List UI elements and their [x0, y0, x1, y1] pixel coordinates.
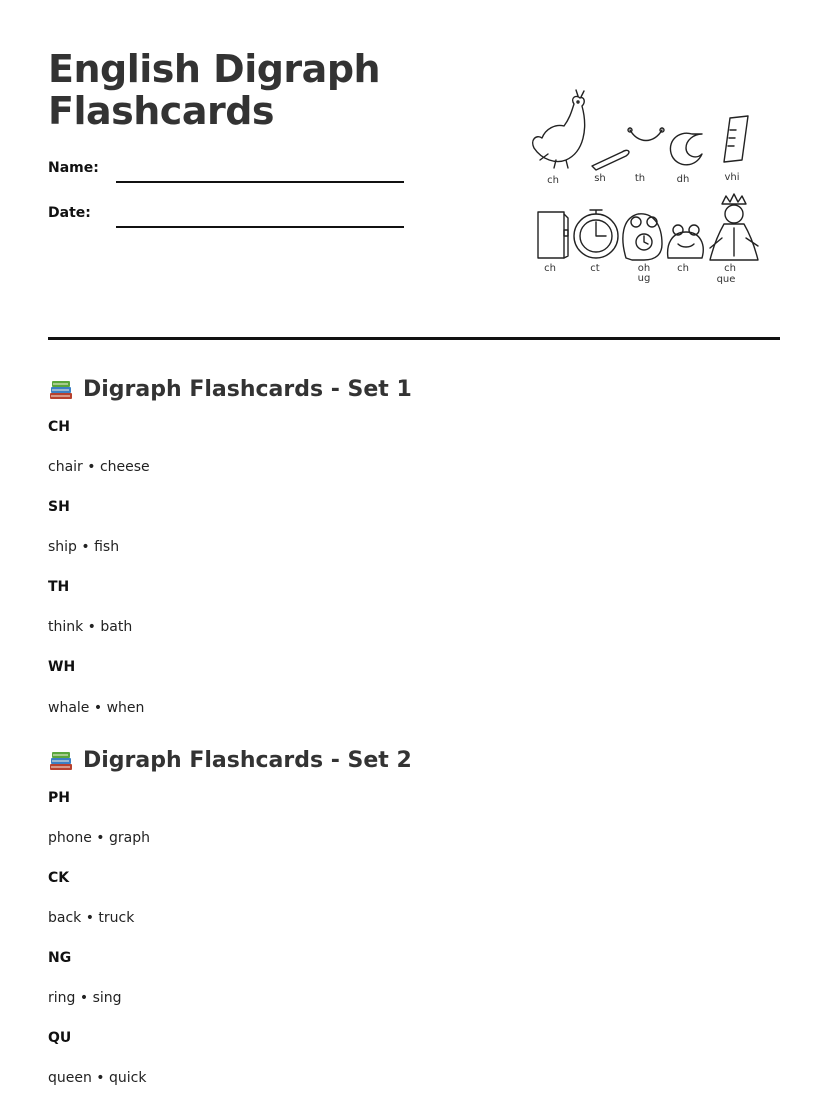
digraph-ck: CK: [48, 870, 70, 886]
spoon-icon: [592, 150, 629, 170]
set-1-heading: [48, 374, 412, 404]
digraph-sh: SH: [48, 499, 70, 515]
date-field[interactable]: [48, 205, 408, 235]
digraph-wh: WH: [48, 659, 76, 675]
title-line-2: Flashcards: [48, 89, 275, 133]
books-icon: [48, 377, 74, 401]
set-2-title: Digraph Flashcards - Set 2: [83, 747, 412, 773]
owl-icon: [623, 214, 662, 260]
hen-icon: [533, 90, 585, 168]
examples-qu: queen • quick: [48, 1070, 147, 1086]
examples-ng: ring • sing: [48, 990, 122, 1006]
examples-ch: chair • cheese: [48, 459, 150, 475]
title-line-1: English Digraph: [48, 47, 381, 91]
examples-ph: phone • graph: [48, 830, 150, 846]
frog-icon: [668, 225, 704, 258]
books-icon: [48, 748, 74, 772]
examples-th: think • bath: [48, 619, 133, 635]
moon-icon: [670, 133, 702, 165]
row1-label: sh: [594, 173, 606, 184]
ruler-icon: [724, 116, 748, 162]
illustration-labels: [544, 172, 739, 285]
digraph-th: TH: [48, 579, 70, 595]
examples-wh: whale • when: [48, 700, 145, 716]
row2-label: ch: [724, 263, 736, 274]
date-line[interactable]: [116, 226, 404, 228]
digraph-qu: QU: [48, 1030, 72, 1046]
digraph-ch: CH: [48, 419, 70, 435]
digraph-ph: PH: [48, 790, 70, 806]
set-1-title: Digraph Flashcards - Set 1: [83, 376, 412, 402]
row2-label: ug: [637, 273, 651, 284]
row2-label: oh: [637, 263, 651, 274]
queen-icon: [710, 194, 758, 260]
examples-sh: ship • fish: [48, 539, 120, 555]
digraph-ng: NG: [48, 950, 72, 966]
name-label: Name:: [48, 160, 99, 176]
digraph-illustration: [526, 88, 760, 294]
page-title: [48, 48, 468, 132]
row1-label: vhi: [724, 172, 740, 183]
row2-label: ct: [590, 263, 600, 274]
row1-label: th: [634, 173, 646, 184]
row2-label: que: [716, 274, 736, 285]
divider: [48, 337, 780, 340]
name-line[interactable]: [116, 181, 404, 183]
date-label: Date:: [48, 205, 91, 221]
examples-ck: back • truck: [48, 910, 135, 926]
book-icon: [538, 212, 568, 258]
clock-icon: [574, 210, 618, 258]
name-field[interactable]: [48, 160, 408, 190]
set-2-heading: [48, 745, 412, 775]
row1-label: dh: [676, 174, 690, 185]
row1-label: ch: [547, 175, 559, 186]
row2-label: ch: [544, 263, 556, 274]
worksheet-page: [48, 0, 780, 1118]
string-icon: [628, 128, 664, 141]
row2-label: ch: [677, 263, 689, 274]
